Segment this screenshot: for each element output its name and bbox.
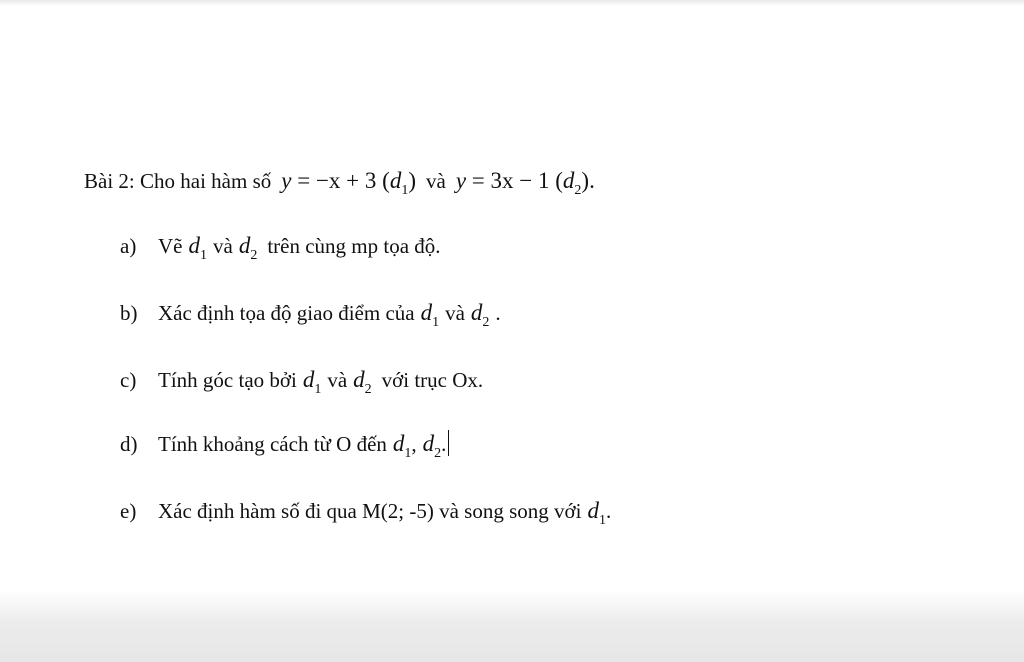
item-marker: c) [120, 368, 137, 392]
item-marker: a) [120, 234, 137, 258]
list-item: a) Vẽ $d_1$ và $d_2$ trên cùng mp tọa độ. [120, 233, 441, 263]
equation-d2: y = 3x − 1 $(d_2)$. [455, 168, 595, 198]
list-item: c) Tính góc tạo bởi $d_1$ và $d_2$ với trục Ox. [120, 367, 484, 397]
item-marker: b) [120, 301, 138, 325]
problem-statement [84, 166, 595, 200]
problem-intro: Bài 2: Cho hai hàm số [84, 169, 272, 193]
equation-d1: y = −x + 3 $(d_1)$ [281, 168, 416, 198]
window-bottom-shadow [0, 590, 1024, 662]
text-cursor [448, 430, 449, 456]
item-marker: d) [120, 432, 138, 456]
item-marker: e) [120, 499, 137, 523]
list-item: d) Tính khoảng cách từ O đến $d_1$, $d_2$. [120, 429, 449, 463]
list-item: e) Xác định hàm số đi qua M(2; -5) và song song với $d_1$. [120, 498, 612, 528]
connector-text: và [425, 169, 446, 193]
list-item: b) Xác định tọa độ giao điểm của $d_1$ và $d_2$ . [120, 300, 501, 330]
